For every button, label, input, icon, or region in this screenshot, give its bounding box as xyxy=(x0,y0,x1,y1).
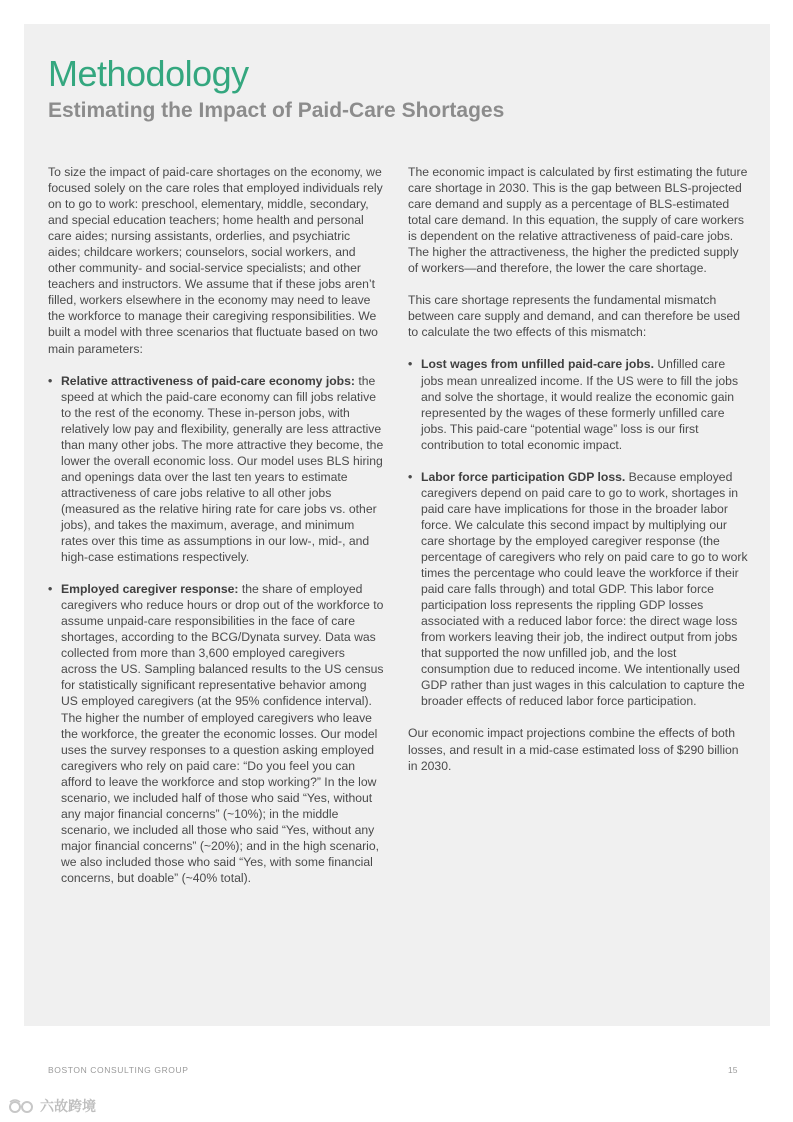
bullet-term: Employed caregiver response: xyxy=(61,582,239,597)
footer-organization: BOSTON CONSULTING GROUP xyxy=(48,1065,189,1075)
watermark-logo-icon xyxy=(8,1098,36,1114)
impact-paragraph: The economic impact is calculated by first estimating the future care shortage in 2030. This is the gap between BLS-projected care demand and supply as a percentage of BLS-estimated total care demand. In this equation, the supply of care workers is dependent on the relative attractiveness of paid-care jobs. The higher the attractiveness, the higher the predicted supply of workers—and therefore, the lower the care shortage. xyxy=(408,165,748,276)
bullet-text: Unfilled care jobs mean unrealized income. If the US were to fill the jobs and solve the shortage, it would realize the economic gain represented by the wages of these formerly unfilled care jobs. This paid-care “potential wage” loss is our first contribution to total economic impact. xyxy=(421,357,739,452)
list-item xyxy=(48,581,384,886)
page-title: Methodology xyxy=(48,53,249,94)
bullet-icon: • xyxy=(408,469,413,484)
watermark-text: 六故跨境 xyxy=(40,1098,96,1114)
bullet-text: the speed at which the paid-care economy can fill jobs relative to the rest of the economy. These in-person jobs, with relatively low pay and flexibility, generally are less attractive than many other jobs. The more attractive they become, the lower the overall economic loss. Our model uses BLS hiring and openings data over the last ten years to estimate attractiveness of care jobs relative to all other jobs (measured as the relative hiring rate for care jobs vs. other jobs), and takes the maximum, average, and minimum rates over this time as assumptions in our low-, mid-, and high-case estimations respectively. xyxy=(61,373,384,565)
bullet-term: Labor force participation GDP loss. xyxy=(421,469,626,484)
effects-list xyxy=(408,356,748,709)
page-subtitle: Estimating the Impact of Paid-Care Shortages xyxy=(48,99,505,122)
bullet-term: Relative attractiveness of paid-care economy jobs: xyxy=(61,373,355,388)
left-column xyxy=(48,164,384,902)
list-item xyxy=(48,373,384,566)
page-number: 15 xyxy=(728,1065,738,1075)
mismatch-paragraph: This care shortage represents the fundamental mismatch between care supply and demand, and can therefore be used to calculate the two effects of this mismatch: xyxy=(408,293,741,340)
list-item xyxy=(408,469,748,710)
watermark xyxy=(8,1096,96,1116)
intro-paragraph: To size the impact of paid-care shortages on the economy, we focused solely on the care roles that employed individuals rely on to go to work: preschool, elementary, middle, secondary, and special education teachers; home health and personal care aides; nursing assistants, orderlies, and psychiatric aides; childcare workers; counselors, social workers, and other community- and social-service specialists; and other teachers and instructors. We assume that if these jobs aren’t filled, workers elsewhere in the economy may need to leave the workforce to manage their caregiving responsibilities. We built a model with three scenarios that fluctuate based on two main parameters: xyxy=(48,165,383,356)
bullet-icon: • xyxy=(48,582,53,597)
projection-paragraph: Our economic impact projections combine the effects of both losses, and result in a mid-case estimated loss of $290 billion in 2030. xyxy=(408,726,739,773)
bullet-text: Because employed caregivers depend on paid care to go to work, shortages in paid care have implications for those in the broader labor force. We calculate this second impact by multiplying our care shortage by the employed caregiver response (the percentage of caregivers who rely on paid care to go to work times the percentage who could leave the workforce if their paid care falls through) and total GDP. This labor force participation loss represents the rippling GDP losses associated with a reduced labor force: the direct wage loss from workers leaving their job, the indirect output from jobs that supported the now unfilled job, and the lost consumption due to reduced income. We intentionally used GDP rather than just wages in this calculation to capture the broader effects of reduced labor force participation. xyxy=(421,469,748,709)
bullet-term: Lost wages from unfilled paid-care jobs. xyxy=(421,357,654,372)
bullet-icon: • xyxy=(408,357,413,372)
right-column xyxy=(408,164,748,790)
parameter-list xyxy=(48,373,384,886)
bullet-text: the share of employed caregivers who reduce hours or drop out of the workforce to assume unpaid-care responsibilities in the face of care shortages, according to the BCG/Dynata survey. Data was collected from more than 3,600 employed caregivers across the US. Sampling balanced results to the US census for statistically significant representative behavior among US employed caregivers (at the 95% confidence interval). The higher the number of employed caregivers who leave the workforce, the greater the economic losses. Our model uses the survey responses to a question asking employed caregivers who rely on paid care: “Do you feel you can afford to leave the workforce and stop working?” In the low scenario, we included half of those who said “Yes, without any major financial concerns” (~10%); in the middle scenario, we included all those who said “Yes, without any major financial concerns” (~20%); and in the high scenario, we also included those who said “Yes, with some financial concerns, but doable” (~40% total). xyxy=(61,582,384,885)
bullet-icon: • xyxy=(48,373,53,388)
list-item xyxy=(408,356,748,452)
